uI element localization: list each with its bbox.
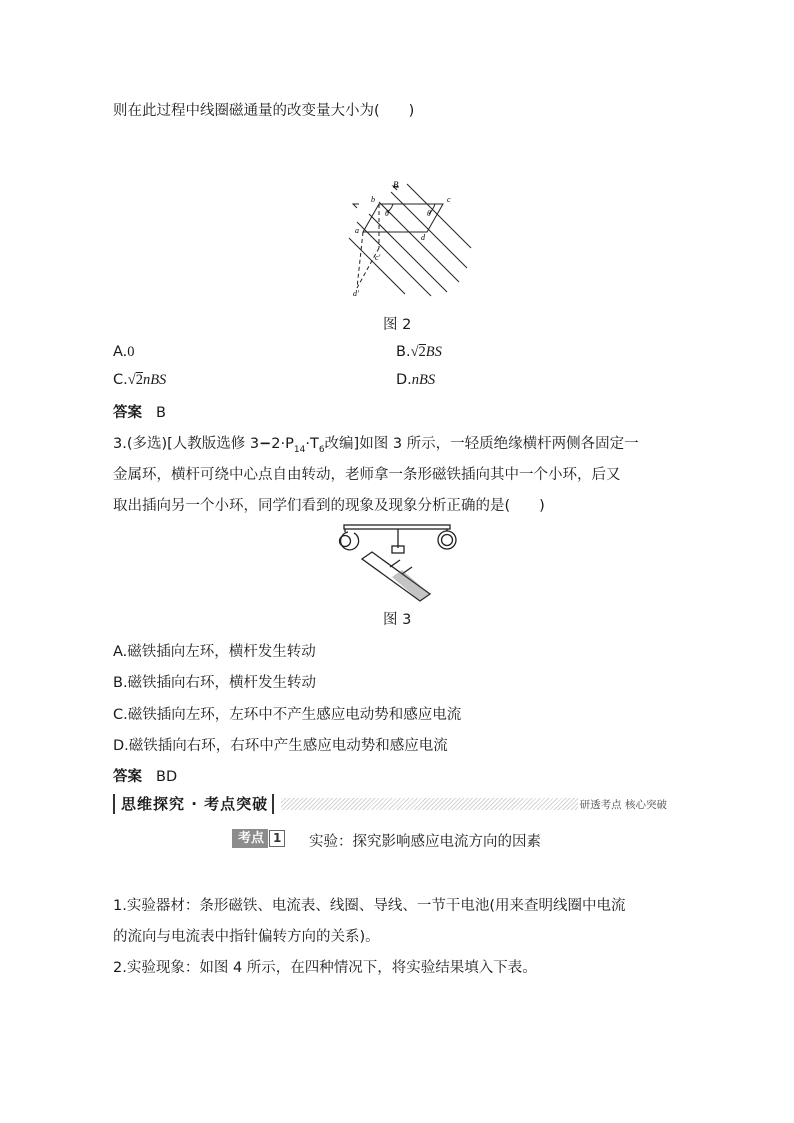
left-ring-split xyxy=(341,532,359,550)
figure-2-diagram xyxy=(335,178,475,300)
question-stem-tail: 则在此过程中线圈磁通量的改变量大小为( ) xyxy=(113,103,415,119)
option-d-prefix: D. xyxy=(396,372,412,388)
topic-heading xyxy=(232,829,541,850)
q3-option-d[interactable]: D.磁铁插向右环，右环中产生感应电动势和感应电流 xyxy=(113,738,448,754)
label-d-prime: d' xyxy=(353,289,359,298)
q3-stem-line-1: 3.(多选)[人教版选修 $3-2\cdot P_{14}\cdot T_6$改编]如图 3 所示，一轻质绝缘横杆两侧各固定一 xyxy=(113,436,639,455)
option-c[interactable] xyxy=(113,372,166,389)
section-header-bar xyxy=(113,794,675,814)
q3-option-a[interactable]: A.磁铁插向左环，横杆发生转动 xyxy=(113,644,316,660)
right-ring-inner xyxy=(442,535,453,546)
option-c-sqrt: √2 xyxy=(127,372,143,388)
q3-answer xyxy=(113,765,177,786)
q3-stem-line-3: 取出插向另一个小环，同学们看到的现象及现象分析正确的是( ) xyxy=(113,498,545,514)
field-arrow xyxy=(353,204,359,208)
q3-stem-line-2: 金属环，横杆可绕中心点自由转动，老师拿一条形磁铁插向其中一个小环，后又 xyxy=(113,467,621,483)
label-B: B xyxy=(393,180,399,190)
field-line xyxy=(357,222,431,296)
topic-title: 实验：探究影响感应电流方向的因素 xyxy=(309,834,541,850)
option-b-value: BS xyxy=(425,344,442,360)
option-b-sqrt: √2 xyxy=(410,344,426,360)
figure-3-diagram xyxy=(330,522,465,602)
label-a: a xyxy=(355,226,359,235)
section-subtitle: 研透考点 核心突破 xyxy=(579,799,667,811)
option-a-value: 0 xyxy=(127,344,135,360)
option-d-value: nBS xyxy=(411,372,436,388)
option-a[interactable] xyxy=(113,344,135,361)
right-ring xyxy=(438,531,456,549)
label-d: d xyxy=(421,233,425,242)
answer-label: 答案 xyxy=(113,769,142,785)
field-line xyxy=(379,202,459,282)
option-a-prefix: A. xyxy=(113,344,128,360)
label-theta-1: θ xyxy=(385,209,389,218)
answer-value: B xyxy=(156,405,166,421)
crossbar xyxy=(344,525,450,529)
paragraph-1-line-2: 的流向与电流表中指针偏转方向的关系)。 xyxy=(113,929,380,945)
answer-label: 答案 xyxy=(113,405,142,421)
label-theta-2: θ xyxy=(427,209,431,218)
field-line xyxy=(369,214,447,292)
q3-option-b[interactable]: B.磁铁插向右环，横杆发生转动 xyxy=(113,675,317,691)
section-title: 思维探究 · 考点突破 xyxy=(113,794,274,814)
q2-answer xyxy=(113,401,166,422)
label-b: b xyxy=(371,195,375,204)
option-b-prefix: B. xyxy=(396,344,411,360)
option-c-prefix: C. xyxy=(113,372,128,388)
figure-2-caption: 图 2 xyxy=(383,317,412,333)
paragraph-2: 2.实验现象：如图 4 所示，在四种情况下，将实验结果填入下表。 xyxy=(113,960,537,976)
option-d[interactable] xyxy=(396,372,435,389)
field-line xyxy=(391,192,467,268)
topic-number: 1 xyxy=(269,830,285,847)
figure-3-caption: 图 3 xyxy=(383,612,412,628)
topic-tag: 考点 xyxy=(232,829,268,848)
option-b[interactable] xyxy=(396,344,442,361)
label-c: c xyxy=(447,195,451,204)
q3-option-c[interactable]: C.磁铁插向左环，左环中不产生感应电动势和感应电流 xyxy=(113,707,462,723)
field-line xyxy=(349,238,405,294)
paragraph-1-line-1: 1.实验器材：条形磁铁、电流表、线圈、导线、一节干电池(用来查明线圈中电流 xyxy=(113,898,626,914)
option-c-value: nBS xyxy=(142,372,167,388)
field-line xyxy=(407,184,471,248)
label-c-prime: c' xyxy=(375,253,381,262)
answer-value: BD xyxy=(156,769,178,785)
